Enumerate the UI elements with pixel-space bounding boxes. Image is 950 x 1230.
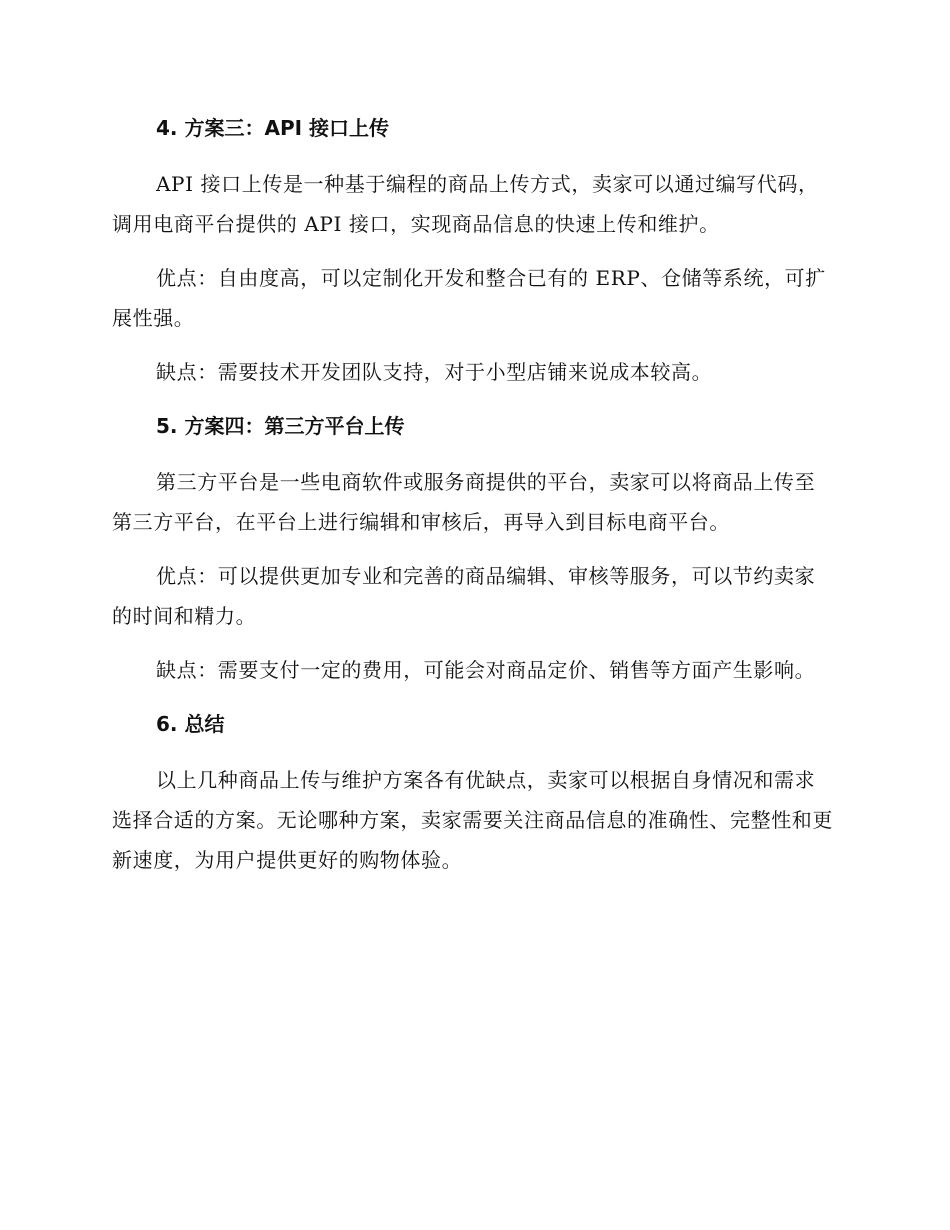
section-heading-summary: 6. 总结 xyxy=(156,712,225,736)
paragraph-third-party-description: 第三方平台是一些电商软件或服务商提供的平台，卖家可以将商品上传至第三方平台，在平台上进行编辑和审核后，再导入到目标电商平台。 xyxy=(112,470,816,534)
paragraph-summary: 以上几种商品上传与维护方案各有优缺点，卖家可以根据自身情况和需求选择合适的方案。无论哪种方案，卖家需要关注商品信息的准确性、完整性和更新速度，为用户提供更好的购物体验。 xyxy=(112,768,833,872)
section-heading-third-party-upload: 5. 方案四：第三方平台上传 xyxy=(156,414,405,438)
paragraph-third-party-pros: 优点：可以提供更加专业和完善的商品编辑、审核等服务，可以节约卖家的时间和精力。 xyxy=(112,564,816,628)
paragraph-third-party-cons: 缺点：需要支付一定的费用，可能会对商品定价、销售等方面产生影响。 xyxy=(156,658,816,682)
paragraph-api-pros: 优点：自由度高，可以定制化开发和整合已有的 ERP、仓储等系统，可扩展性强。 xyxy=(112,266,826,330)
document-body xyxy=(112,108,834,894)
section-heading-api-upload: 4. 方案三：API 接口上传 xyxy=(156,116,390,140)
paragraph-api-cons: 缺点：需要技术开发团队支持，对于小型店铺来说成本较高。 xyxy=(156,360,713,384)
paragraph-api-description: API 接口上传是一种基于编程的商品上传方式，卖家可以通过编写代码，调用电商平台提供的 API 接口，实现商品信息的快速上传和维护。 xyxy=(112,172,819,236)
